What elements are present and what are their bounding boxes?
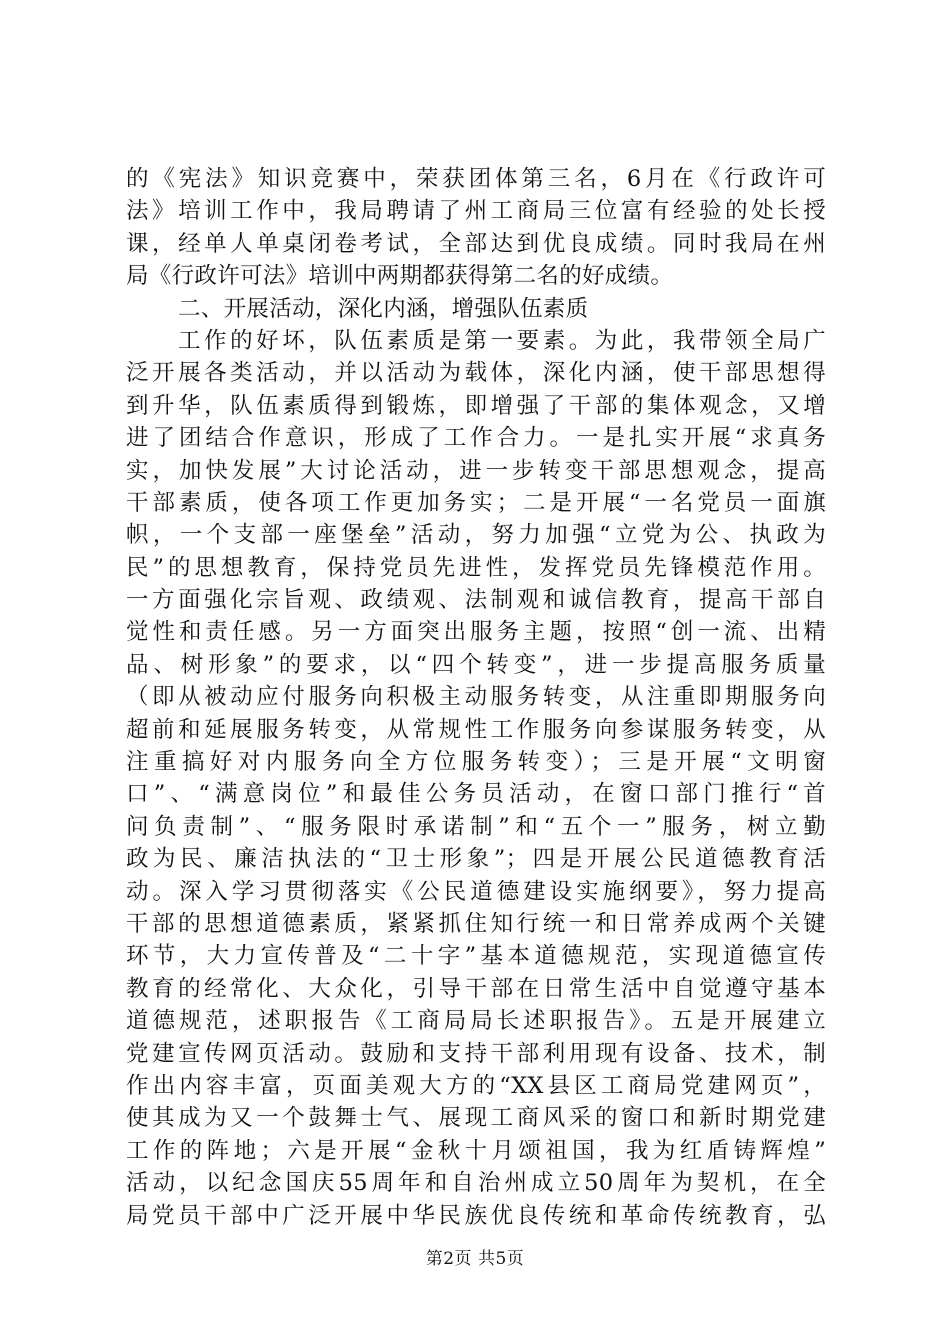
- text-line: 进了团结合作意识，形成了工作合力。一是扎实开展“求真务: [126, 425, 826, 452]
- text-line: 干部素质，使各项工作更加务实；二是开展“一名党员一面旗: [126, 489, 826, 516]
- text-line: 课，经单人单桌闭卷考试，全部达到优良成绩。同时我局在州: [126, 230, 826, 257]
- body-text: [126, 163, 826, 1232]
- text-line: 实，加快发展”大讨论活动，进一步转变干部思想观念，提高: [126, 457, 826, 484]
- text-line: 局《行政许可法》培训中两期都获得第二名的好成绩。: [126, 263, 674, 290]
- text-line: 作出内容丰富，页面美观大方的“XX县区工商局党建网页”，: [126, 1072, 826, 1099]
- text-line: 帜，一个支部一座堡垒”活动，努力加强“立党为公、执政为: [126, 522, 826, 549]
- text-line: 泛开展各类活动，并以活动为载体，深化内涵，使干部思想得: [126, 360, 826, 387]
- text-line: 品、树形象”的要求，以“四个转变”，进一步提高服务质量: [126, 651, 826, 678]
- text-line: 口”、“满意岗位”和最佳公务员活动，在窗口部门推行“首: [126, 781, 826, 808]
- text-line: 一方面强化宗旨观、政绩观、法制观和诚信教育，提高干部自: [126, 587, 826, 614]
- text-line: 政为民、廉洁执法的“卫士形象”；四是开展公民道德教育活: [126, 846, 826, 873]
- text-line: 活动，以纪念国庆55周年和自治州成立50周年为契机，在全: [126, 1170, 826, 1197]
- text-line: 使其成为又一个鼓舞士气、展现工商风采的窗口和新时期党建: [126, 1105, 826, 1132]
- text-line: （即从被动应付服务向积极主动服务转变，从注重即期服务向: [126, 684, 826, 711]
- text-line: 工作的阵地；六是开展“金秋十月颂祖国，我为红盾铸辉煌”: [126, 1137, 826, 1164]
- text-line: 道德规范，述职报告《工商局局长述职报告》。五是开展建立: [126, 1008, 826, 1035]
- text-line: 注重搞好对内服务向全方位服务转变）；三是开展“文明窗: [126, 749, 826, 776]
- section-heading: 二、开展活动，深化内涵，增强队伍素质: [178, 295, 589, 322]
- text-line: 干部的思想道德素质，紧紧抓住知行统一和日常养成两个关键: [126, 910, 826, 937]
- text-line: 党建宣传网页活动。鼓励和支持干部利用现有设备、技术，制: [126, 1040, 826, 1067]
- text-line: 超前和延展服务转变，从常规性工作服务向参谋服务转变，从: [126, 716, 826, 743]
- text-line: 局党员干部中广泛开展中华民族优良传统和革命传统教育，弘: [126, 1202, 826, 1229]
- text-line: 问负责制”、“服务限时承诺制”和“五个一”服务，树立勤: [126, 813, 826, 840]
- text-line: 到升华，队伍素质得到锻炼，即增强了干部的集体观念，又增: [126, 392, 826, 419]
- text-line: 教育的经常化、大众化，引导干部在日常生活中自觉遵守基本: [126, 975, 826, 1002]
- text-line: 动。深入学习贯彻落实《公民道德建设实施纲要》，努力提高: [126, 878, 826, 905]
- text-line: 觉性和责任感。另一方面突出服务主题，按照“创一流、出精: [126, 619, 826, 646]
- page-number-footer: 第2页 共5页: [425, 1249, 525, 1269]
- text-line: 工作的好坏，队伍素质是第一要素。为此，我带领全局广: [178, 327, 826, 354]
- text-line: 法》培训工作中，我局聘请了州工商局三位富有经验的处长授: [126, 198, 826, 225]
- text-line: 的《宪法》知识竞赛中，荣获团体第三名，6月在《行政许可: [126, 166, 826, 192]
- text-line: 民”的思想教育，保持党员先进性，发挥党员先锋模范作用。: [126, 554, 826, 581]
- text-line: 环节，大力宣传普及“二十字”基本道德规范，实现道德宣传: [126, 943, 826, 970]
